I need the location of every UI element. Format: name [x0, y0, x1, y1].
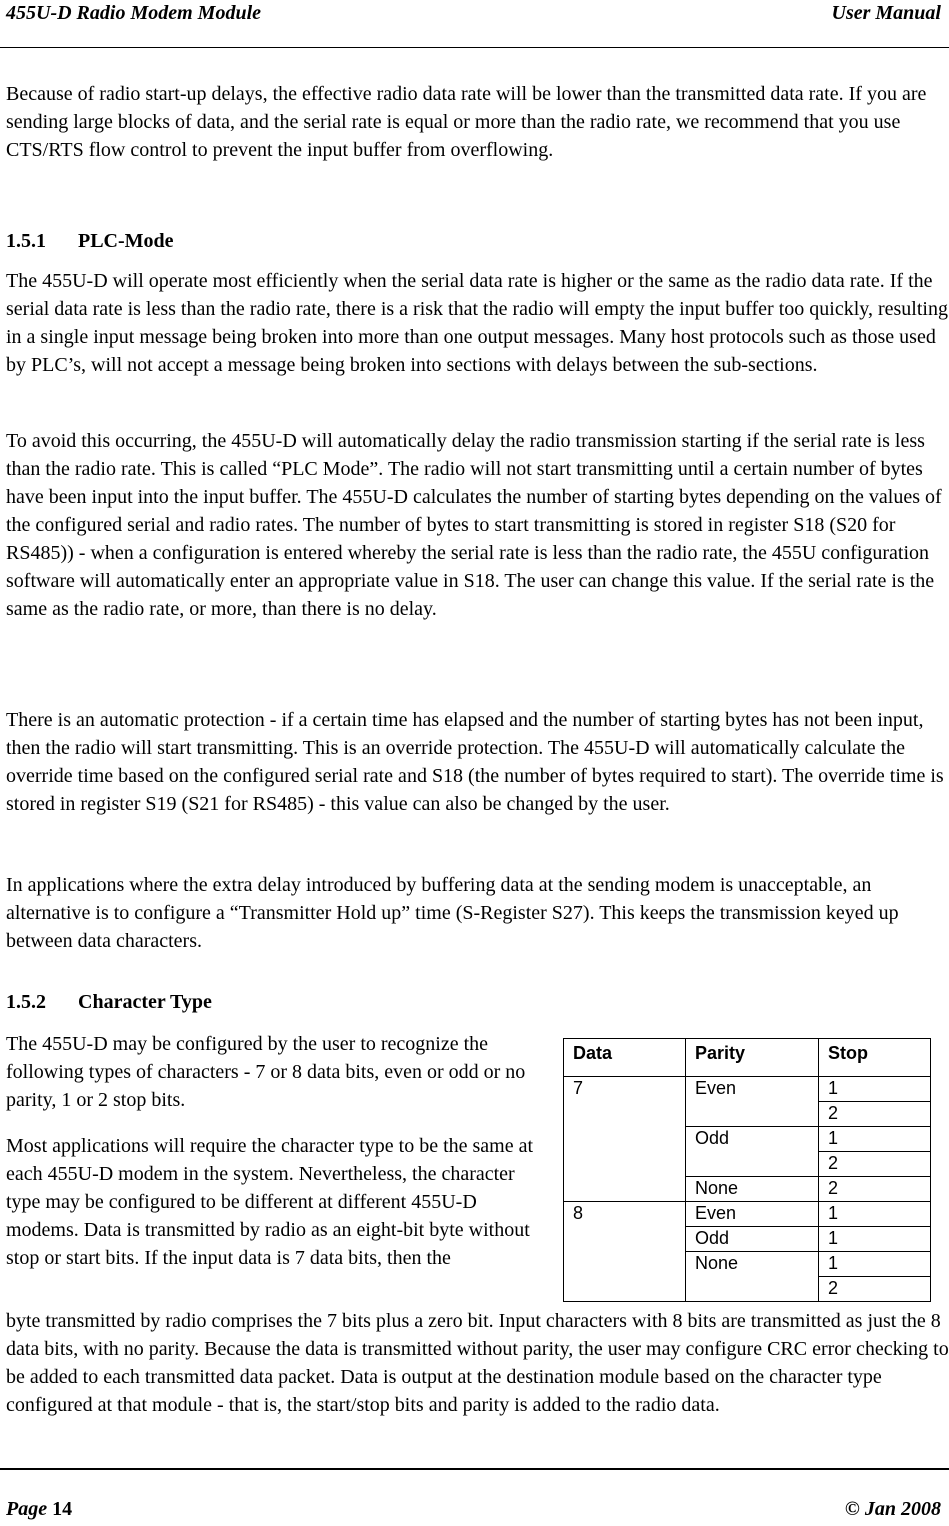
table-cell-stop: 1	[819, 1252, 931, 1277]
footer-page	[6, 1496, 72, 1522]
footer-divider	[0, 1468, 949, 1470]
character-type-table	[563, 1038, 931, 1302]
table-cell-stop: 1	[819, 1227, 931, 1252]
table-cell-stop: 1	[819, 1077, 931, 1102]
table-cell-stop: 2	[819, 1152, 931, 1177]
plc-paragraph-3: There is an automatic protection - if a certain time has elapsed and the number of starting bytes has not been input, then the radio will start transmitting. This is an override protection. The 455U-D will automatically calculate the override time based on the configured serial rate and S18 (the number of bytes required to start). The override time is stored in register S19 (S21 for RS485) - this value can also be changed by the user.	[6, 709, 944, 815]
table-header-stop: Stop	[819, 1039, 931, 1077]
section-number: 1.5.1	[6, 230, 46, 252]
table-cell-parity: Even	[686, 1202, 819, 1227]
table-cell-stop: 1	[819, 1127, 931, 1152]
table-cell-stop: 2	[819, 1102, 931, 1127]
table-cell-stop: 1	[819, 1202, 931, 1227]
footer-page-number: 14	[52, 1498, 73, 1520]
table-header-row	[564, 1039, 931, 1077]
table-row	[564, 1077, 931, 1102]
plc-paragraph-4: In applications where the extra delay introduced by buffering data at the sending modem is unacceptable, an alternative is to configure a “Transmitter Hold up” time (S-Register S27). This keeps the transmission keyed up between data characters.	[6, 874, 899, 952]
section-heading-plc-mode	[6, 228, 174, 254]
section-title: PLC-Mode	[78, 230, 174, 252]
table-cell-data-8: 8	[564, 1202, 686, 1302]
footer-page-label: Page	[6, 1498, 48, 1520]
header-title: 455U-D Radio Modem Module	[6, 2, 261, 24]
plc-paragraph-1: The 455U-D will operate most efficiently when the serial data rate is higher or the same as the radio data rate. If the serial data rate is less than the radio rate, there is a risk that the radio will empty the input buffer too quickly, resulting in a single input message being broken into more than one output messages. Many host protocols such as those used by PLC’s, will not accept a message being broken into sections with delays between the sub-sections.	[6, 270, 948, 376]
table-cell-parity: None	[686, 1177, 819, 1202]
table-cell-parity: Odd	[686, 1227, 819, 1252]
table-cell-parity: Odd	[686, 1127, 819, 1177]
header-divider	[0, 47, 949, 48]
char-paragraph-2-part-1: Most applications will require the character type to be the same at each 455U-D modem in the system. Nevertheless, the character type may be configured to be different at different 455U-D modems. Data is transmitted by radio as an eight-bit byte without stop or start bits. If the input data is 7 data bits, then the	[6, 1135, 534, 1269]
char-paragraph-1: The 455U-D may be configured by the user to recognize the following types of characters - 7 or 8 data bits, even or odd or no parity, 1 or 2 stop bits.	[6, 1033, 526, 1111]
table-row	[564, 1202, 931, 1227]
table-header-parity: Parity	[686, 1039, 819, 1077]
char-paragraph-2-part-2: byte transmitted by radio comprises the 7 bits plus a zero bit. Input characters with 8 bits are transmitted as just the 8 data bits, with no parity. Because the data is transmitted without parity, the user may configure CRC error checking to be added to each transmitted data packet. Data is output at the destination module based on the character type configured at that module - that is, the start/stop bits and parity is added to the radio data.	[6, 1310, 949, 1416]
table-cell-data-7: 7	[564, 1077, 686, 1202]
footer-date: © Jan 2008	[844, 1498, 941, 1520]
table-header-data: Data	[564, 1039, 686, 1077]
table-cell-parity: Even	[686, 1077, 819, 1127]
table-cell-stop: 2	[819, 1277, 931, 1302]
section-heading-character-type	[6, 989, 212, 1015]
section-number: 1.5.2	[6, 991, 46, 1013]
section-title: Character Type	[78, 991, 212, 1013]
header-manual-label: User Manual	[831, 2, 941, 24]
table-cell-parity: None	[686, 1252, 819, 1302]
plc-paragraph-2: To avoid this occurring, the 455U-D will automatically delay the radio transmission starting if the serial rate is less than the radio rate. This is called “PLC Mode”. The radio will not start transmitting until a certain number of bytes have been input into the input buffer. The 455U-D calculates the number of starting bytes depending on the values of the configured serial and radio rates. The number of bytes to start transmitting is stored in register S18 (S20 for RS485)) - when a configuration is entered whereby the serial rate is less than the radio rate, the 455U configuration software will automatically enter an appropriate value in S18. The user can change this value. If the serial rate is the same as the radio rate, or more, than there is no delay.	[6, 430, 942, 620]
table-cell-stop: 2	[819, 1177, 931, 1202]
intro-paragraph: Because of radio start-up delays, the effective radio data rate will be lower than the transmitted data rate. If you are sending large blocks of data, and the serial rate is equal or more than the radio rate, we recommend that you use CTS/RTS flow control to prevent the input buffer from overflowing.	[6, 83, 927, 161]
